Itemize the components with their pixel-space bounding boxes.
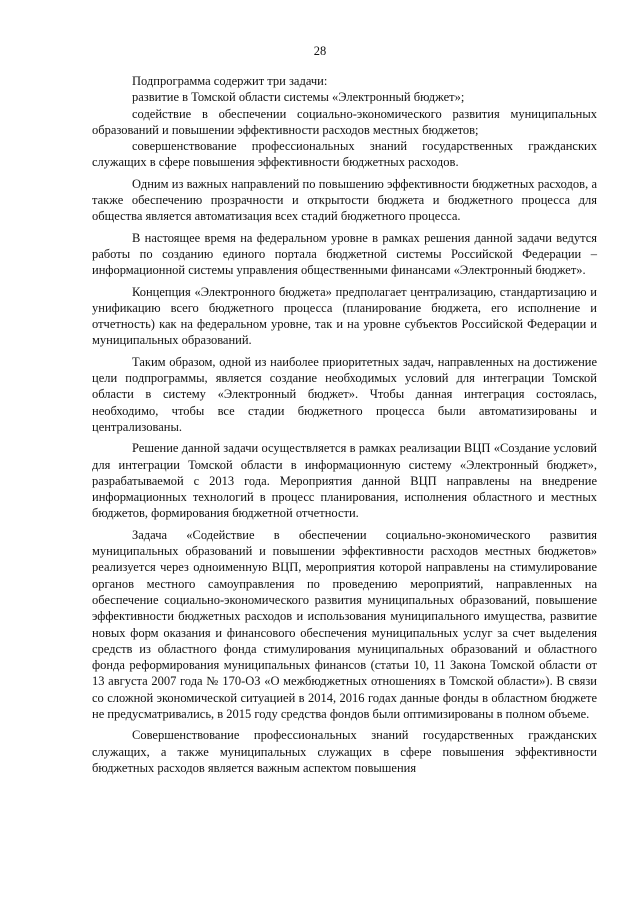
paragraph-tasks-intro: Подпрограмма содержит три задачи: (132, 74, 328, 88)
paragraph-concept: Концепция «Электронного бюджета» предполагает централизацию, стандартизацию и унификацию всего бюджетного процесса (планирование бюджета, его исполнение и отчетность) как на федеральном уровне, так и на уровне субъектов Российской Федерации и муниципальных образований. (92, 284, 597, 348)
paragraph-federal-level: В настоящее время на федеральном уровне в рамках решения данной задачи ведутся работы по созданию единого портала бюджетной системы Российской Федерации – информационной системы управления общественными финансами «Электронный бюджет». (92, 230, 597, 278)
paragraph-automation: Одним из важных направлений по повышению эффективности бюджетных расходов, а также обеспечению прозрачности и открытости бюджета и бюджетного процесса для общества является автоматизация всех стадий бюджетного процесса. (92, 176, 597, 224)
document-body (92, 73, 597, 776)
paragraph-municipal-task: Задача «Содействие в обеспечении социально-экономического развития муниципальных образований и повышении эффективности расходов местных бюджетов» реализуется через одноименную ВЦП, мероприятия которой направлены на стимулирование органов местного самоуправления по проведению мероприятий, направленных на обеспечение социально-экономического развития муниципальных образований, повышение эффективности бюджетных расходов и использования муниципального имущества, развитие новых форм оказания и финансового обеспечения муниципальных услуг за счет выделения средств из областного фонда стимулирования муниципальных образований и областного фонда реформирования муниципальных финансов (статьи 10, 11 Закона Томской области от 13 августа 2007 года № 170-ОЗ «О межбюджетных отношениях в Томской области»). В связи со сложной экономической ситуацией в 2014, 2016 годах данные фонды в областном бюджете не предусматривались, в 2015 году средства фондов были оптимизированы в полном объеме. (92, 527, 597, 721)
paragraph-task-2: содействие в обеспечении социально-экономического развития муниципальных образований и повышении эффективности расходов местных бюджетов; (92, 106, 597, 137)
paragraph-vcp-integration: Решение данной задачи осуществляется в рамках реализации ВЦП «Создание условий для интеграции Томской области в информационную систему «Электронный бюджет», разрабатываемой с 2013 года. Мероприятия данной ВЦП направлены на внедрение информационных технологий в процесс планирования, исполнения областного и местных бюджетов, формирования бюджетной отчетности. (92, 441, 597, 521)
paragraph-professional-skills: Совершенствование профессиональных знаний государственных гражданских служащих, а также муниципальных служащих в сфере повышения эффективности бюджетных расходов является важным аспектом повышения (92, 728, 597, 775)
page-number: 28 (313, 44, 327, 58)
paragraph-task-1: развитие в Томской области системы «Электронный бюджет»; (132, 90, 465, 105)
paragraph-priority: Таким образом, одной из наиболее приоритетных задач, направленных на достижение цели подпрограммы, является создание необходимых условий для интеграции Томской области в систему «Электронный бюджет». Чтобы данная интеграция состоялась, необходимо, чтобы все стадии бюджетного процесса были автоматизированы и централизованы. (92, 354, 597, 434)
paragraph-task-3: совершенствование профессиональных знаний государственных гражданских служащих в сфере повышения эффективности бюджетных расходов. (92, 139, 597, 170)
